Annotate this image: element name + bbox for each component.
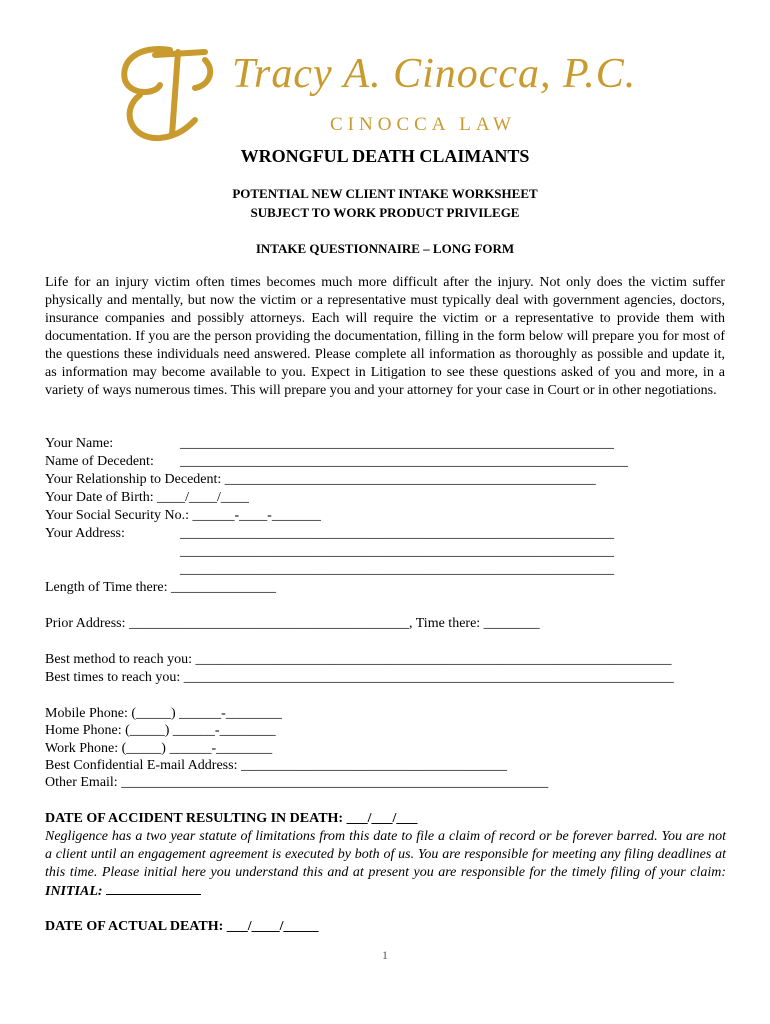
decedent-field[interactable]: ________________________________________________________________ — [180, 454, 628, 469]
email-field[interactable]: Best Confidential E-mail Address: ______________________________________ — [45, 758, 507, 773]
document-subtitle-2: SUBJECT TO WORK PRODUCT PRIVILEGE — [250, 205, 520, 220]
death-date-field[interactable]: DATE OF ACTUAL DEATH: ___/____/_____ — [45, 919, 319, 934]
relationship-field[interactable]: Your Relationship to Decedent: _____________________________________________________ — [45, 472, 596, 487]
initial-field[interactable] — [106, 882, 201, 895]
intro-paragraph: Life for an injury victim often times becomes much more difficult after the injury. Not only does the victim suffer physically and mentally, but now the victim or a representative must typically deal with government agencies, doctors, insurance companies and possibly attorneys. Each will require the victim or a representative to provide them with documentation. If you are the person providing the documentation, filling in the form below will prepare you for most of the questions these individuals need answered. Please complete all information as thoroughly as possible and update it, as information may become available to you. Expect in Litigation to see these questions asked of you and more, in a variety of ways numerous times. This will prepare you and your attorney for your case in Court or in other negotiations. — [45, 275, 725, 398]
limitations-notice-text: Negligence has a two year statute of limitations from this date to file a claim of record or be forever barred. You are not a client until an engagement agreement is executed by both of us. You are responsible for meeting any filing deadlines at this time. Please initial here you understand this and at present you are responsible for the timely filing of your claim: — [45, 829, 726, 880]
dob-field[interactable]: Your Date of Birth: ____/____/____ — [45, 490, 249, 505]
mobile-phone-field[interactable]: Mobile Phone: (_____) ______-________ — [45, 706, 282, 721]
document-title: WRONGFUL DEATH CLAIMANTS — [240, 146, 530, 166]
prior-address-field[interactable]: Prior Address: ________________________________________, Time there: ________ — [45, 616, 540, 631]
logo-monogram — [110, 40, 225, 145]
address-field-2[interactable]: ______________________________________________________________ — [180, 544, 614, 559]
work-phone-field[interactable]: Work Phone: (_____) ______-________ — [45, 741, 273, 756]
your-name-label: Your Name: — [45, 436, 114, 451]
decedent-label: Name of Decedent: — [45, 454, 154, 469]
length-of-time-field[interactable]: Length of Time there: _______________ — [45, 580, 276, 595]
best-times-field[interactable]: Best times to reach you: ______________________________________________________________________ — [45, 670, 674, 685]
document-subtitle-1: POTENTIAL NEW CLIENT INTAKE WORKSHEET — [232, 186, 538, 201]
home-phone-field[interactable]: Home Phone: (_____) ______-________ — [45, 723, 276, 738]
firm-subtitle: CINOCCA LAW — [330, 114, 516, 135]
form-type-heading: INTAKE QUESTIONNAIRE – LONG FORM — [255, 241, 515, 256]
accident-date-field[interactable]: DATE OF ACCIDENT RESULTING IN DEATH: ___/___/___ — [45, 811, 418, 826]
firm-name: Tracy A. Cinocca, P.C. — [232, 51, 637, 97]
page-number: 1 — [382, 948, 388, 962]
address-field-1[interactable]: ______________________________________________________________ — [180, 526, 614, 541]
address-field-3[interactable]: ______________________________________________________________ — [180, 562, 614, 577]
other-email-field[interactable]: Other Email: _____________________________________________________________ — [45, 775, 549, 790]
your-name-field[interactable]: ______________________________________________________________ — [180, 436, 614, 451]
initial-label: INITIAL: — [45, 884, 103, 899]
address-label: Your Address: — [45, 526, 125, 541]
limitations-notice — [45, 828, 726, 901]
best-method-field[interactable]: Best method to reach you: ____________________________________________________________________ — [45, 652, 672, 667]
ssn-field[interactable]: Your Social Security No.: ______-____-_______ — [45, 508, 321, 523]
